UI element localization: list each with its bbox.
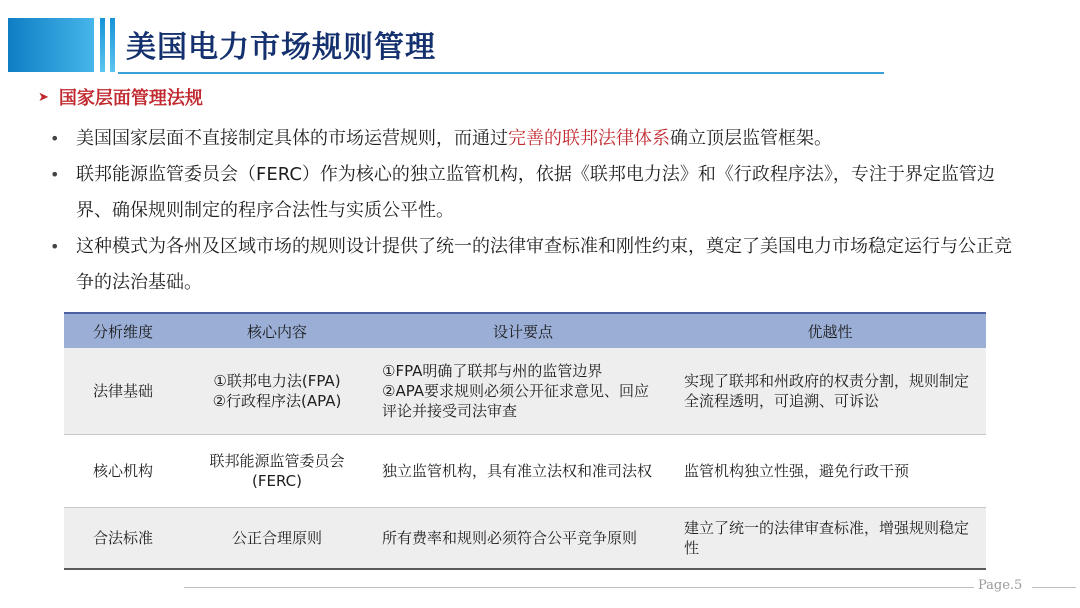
page-title: 美国电力市场规则管理 xyxy=(126,30,436,65)
table-header-cell: 核心内容 xyxy=(182,313,372,348)
design-cell: 所有费率和规则必须符合公平竞争原则 xyxy=(372,508,674,570)
bullet-item xyxy=(46,121,1016,157)
advantage-cell: 实现了联邦和州政府的权责分割，规则制定全流程透明，可追溯、可诉讼 xyxy=(674,348,986,435)
bullet-item xyxy=(46,229,1016,301)
design-cell: 独立监管机构，具有准立法权和准司法权 xyxy=(372,435,674,508)
bullet-highlight: 完善的联邦法律体系 xyxy=(508,128,670,149)
title-accent-bar xyxy=(110,18,115,72)
bullet-text: 这种模式为各州及区域市场的规则设计提供了统一的法律审查标准和刚性约束，奠定了美国电力市场稳定运行与公正竞争的法治基础。 xyxy=(76,236,1012,293)
table-row xyxy=(64,435,986,508)
bullet-dot-icon: • xyxy=(50,165,60,184)
dimension-cell: 合法标准 xyxy=(64,508,182,570)
content-line: ①联邦电力法(FPA) xyxy=(213,372,341,390)
title-underline xyxy=(118,72,884,74)
arrow-right-icon: ➤ xyxy=(38,89,49,105)
footer-divider xyxy=(184,587,974,588)
title-accent-bar xyxy=(100,18,105,72)
content-cell xyxy=(182,348,372,435)
table-header-row xyxy=(64,313,986,348)
bullet-item xyxy=(46,157,1016,229)
content-cell xyxy=(182,508,372,570)
section-heading xyxy=(38,84,203,110)
table-header-cell: 分析维度 xyxy=(64,313,182,348)
bullet-list xyxy=(46,121,1016,301)
table-row xyxy=(64,348,986,435)
table-header-cell: 优越性 xyxy=(674,313,986,348)
bullet-dot-icon: • xyxy=(50,237,60,256)
footer-divider xyxy=(1032,587,1076,588)
table-header-cell: 设计要点 xyxy=(372,313,674,348)
bullet-text: 美国国家层面不直接制定具体的市场运营规则，而通过 xyxy=(76,128,508,149)
advantage-cell: 建立了统一的法律审查标准，增强规则稳定性 xyxy=(674,508,986,570)
content-line: 公正合理原则 xyxy=(231,529,322,547)
advantage-cell: 监管机构独立性强，避免行政干预 xyxy=(674,435,986,508)
design-cell: ①FPA明确了联邦与州的监管边界 ②APA要求规则必须公开征求意见、回应评论并接受司法审查 xyxy=(372,348,674,435)
dimension-cell: 核心机构 xyxy=(64,435,182,508)
bullet-dot-icon: • xyxy=(50,129,60,148)
dimension-cell: 法律基础 xyxy=(64,348,182,435)
content-line: 联邦能源监管委员会 xyxy=(209,452,345,470)
bullet-text: 联邦能源监管委员会（FERC）作为核心的独立监管机构，依据《联邦电力法》和《行政程序法》，专注于界定监管边界、确保规则制定的程序合法性与实质公平性。 xyxy=(76,164,995,221)
rules-table xyxy=(64,312,986,570)
content-cell xyxy=(182,435,372,508)
content-line: ②行政程序法(APA) xyxy=(212,392,342,410)
title-accent-block xyxy=(8,18,94,72)
bullet-text: 确立顶层监管框架。 xyxy=(670,128,832,149)
content-line: (FERC) xyxy=(252,472,302,490)
table-row xyxy=(64,508,986,570)
page-number: Page.5 xyxy=(978,578,1023,593)
section-heading-text: 国家层面管理法规 xyxy=(58,88,203,109)
